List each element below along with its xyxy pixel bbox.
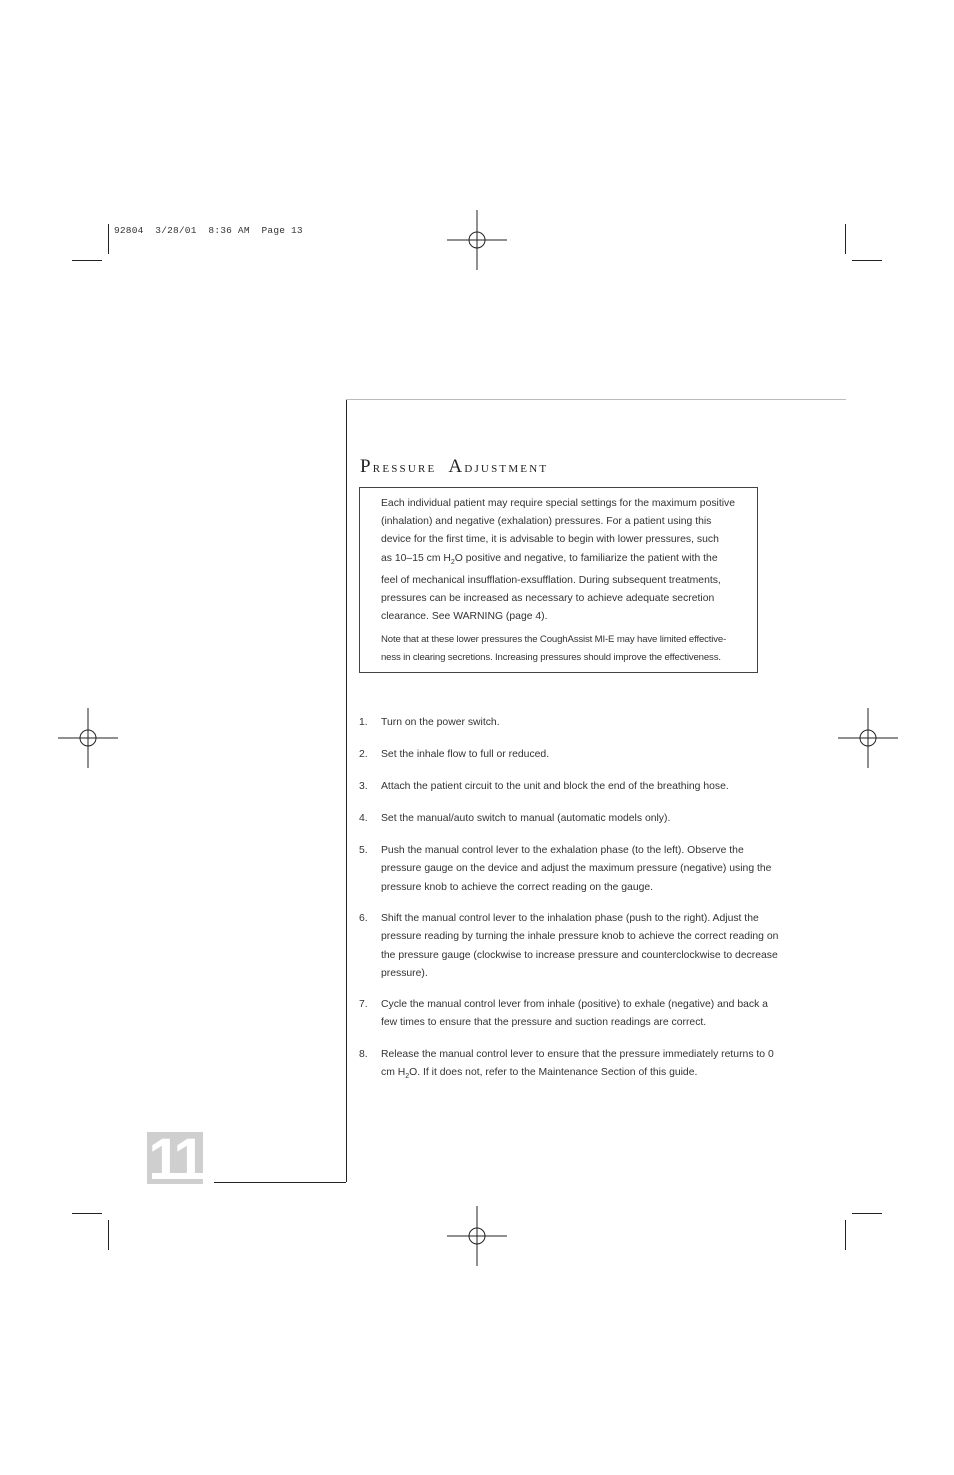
registration-mark-icon — [58, 708, 118, 768]
note-paragraph: Each individual patient may require special settings for the maximum positive (inhalation) and negative (exhalation) pressures. For a patient using this device for the first time, it is advisable to begin with lower pressures, such as 10–15 cm $H_2O$ positive and negative, to familiarize the patient with the feel of mechanical insufflation-exsufflation. During subsequent treatments, pressures can be increased as necessary to achieve adequate secretion clearance. See WARNING (page 4). — [381, 498, 736, 623]
page-number-text: 11 — [148, 1127, 202, 1192]
crop-mark — [845, 224, 846, 254]
registration-mark-icon — [447, 210, 507, 270]
crop-mark — [108, 224, 109, 254]
bottom-rule — [214, 1182, 346, 1183]
print-slug: 92804 3/28/01 8:36 AM Page 13 — [114, 225, 303, 236]
crop-mark — [852, 1213, 882, 1214]
note-caution: Note that at these lower pressures the CoughAssist MI-E may have limited effective- ness in clearing secretions. Increasing pressures should improve the effectiveness. — [381, 634, 727, 663]
crop-mark — [72, 260, 102, 261]
top-rule — [346, 399, 846, 400]
crop-mark — [852, 260, 882, 261]
page-number — [147, 1127, 203, 1192]
crop-mark — [108, 1220, 109, 1250]
column-rule — [346, 400, 347, 1182]
crop-mark — [72, 1213, 102, 1214]
registration-mark-icon — [838, 708, 898, 768]
crop-mark — [845, 1220, 846, 1250]
note-box — [359, 487, 758, 673]
section-title: Pressure Adjustment — [360, 456, 549, 477]
registration-mark-icon — [447, 1206, 507, 1266]
